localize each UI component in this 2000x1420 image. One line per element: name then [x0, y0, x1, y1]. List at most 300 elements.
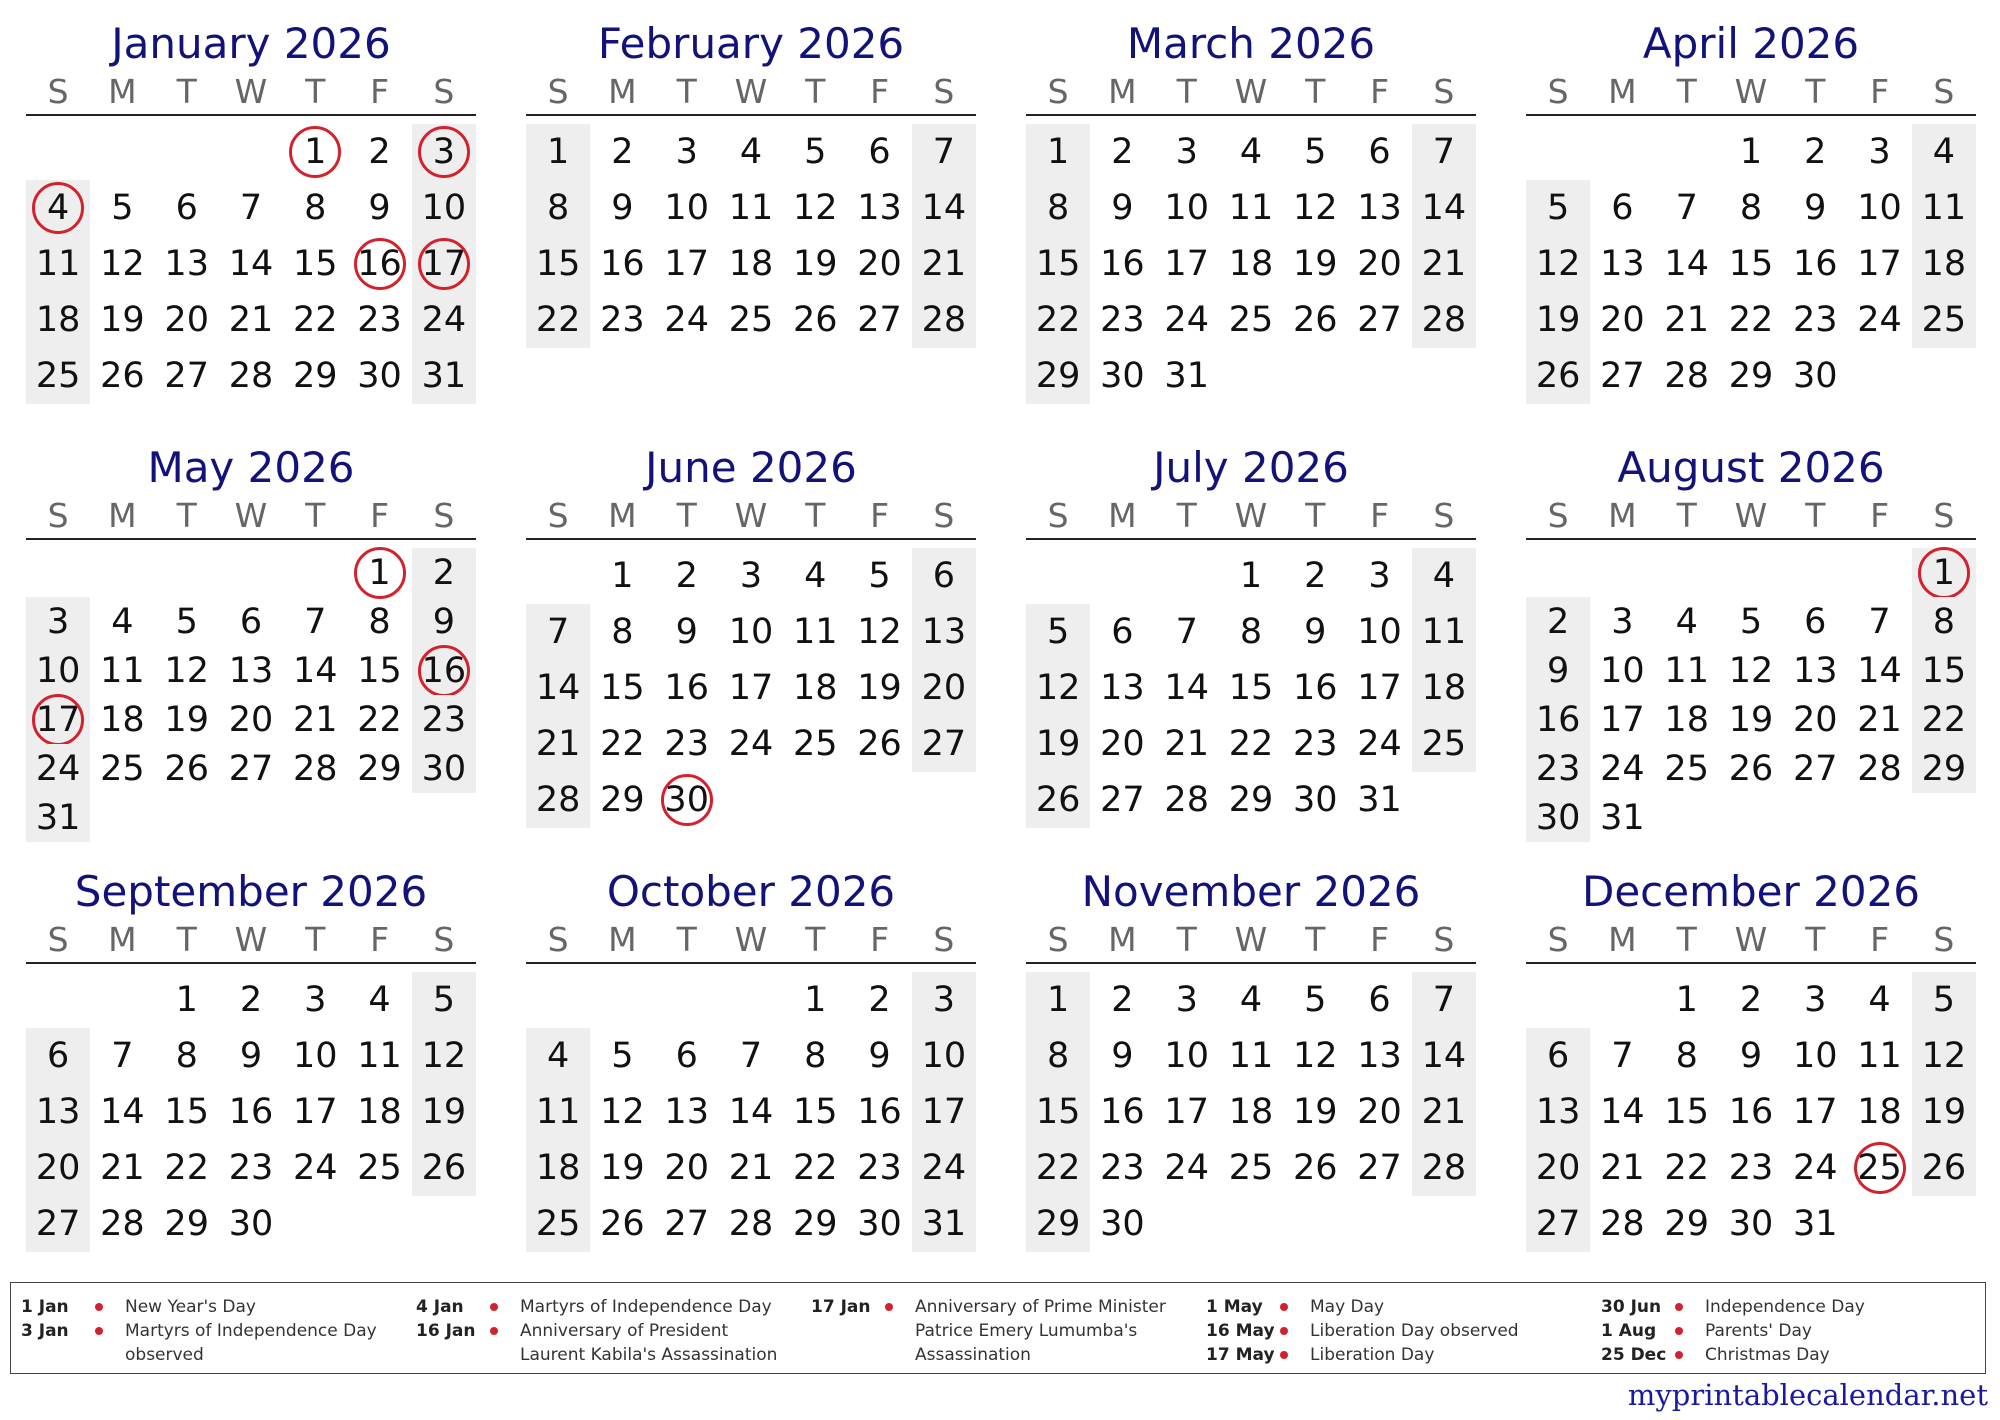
days-grid [526, 124, 976, 348]
legend-holiday-name: New Year's Day [125, 1297, 256, 1317]
day-cell: 21 [1412, 236, 1476, 292]
day-cell: 29 [600, 780, 645, 820]
day-cell: 13 [26, 1084, 90, 1140]
day-cell: 30 [1728, 1204, 1774, 1244]
day-cell: 3 [1611, 601, 1634, 642]
weekday-header [1026, 70, 1476, 116]
day-cell: 10 [1357, 612, 1402, 652]
day-cell: 25 [1664, 748, 1709, 789]
day-cell: 8 [526, 180, 590, 236]
day-cell: 10 [1164, 1036, 1209, 1076]
weekday-label: T [1805, 920, 1826, 959]
day-cell: 7 [739, 1036, 763, 1076]
day-cell: 21 [912, 236, 976, 292]
weekday-header [1526, 918, 1976, 964]
day-cell: 16 [1100, 244, 1145, 284]
legend-group [811, 1295, 1206, 1373]
day-cell: 12 [164, 650, 209, 691]
month-title: August 2026 [1617, 443, 1885, 492]
day-cell: 3 [1175, 132, 1198, 172]
day-cell: 2 [1111, 980, 1134, 1020]
legend-item [416, 1295, 811, 1319]
empty-cell [90, 793, 154, 842]
weekday-label: S [47, 72, 69, 111]
holiday-day-cell: 3 [412, 124, 476, 180]
day-cell: 30 [1793, 356, 1838, 396]
weekday-label: T [1305, 496, 1326, 535]
weekday-label: F [370, 72, 390, 111]
weekday-label: T [1676, 72, 1697, 111]
weekday-label: T [676, 72, 697, 111]
day-cell: 8 [1675, 1036, 1698, 1076]
legend-date: 16 Jan [416, 1321, 476, 1341]
weekday-header [526, 494, 976, 540]
day-cell: 2 [1526, 597, 1590, 646]
day-cell: 6 [1111, 612, 1134, 652]
day-cell: 28 [728, 1204, 774, 1244]
day-cell: 28 [1600, 1204, 1645, 1244]
day-cell: 28 [100, 1204, 145, 1244]
day-cell: 30 [1526, 793, 1590, 842]
day-cell: 7 [304, 601, 327, 642]
day-cell: 25 [526, 1196, 590, 1252]
empty-cell [1283, 348, 1347, 404]
day-cell: 16 [1100, 1092, 1145, 1132]
holiday-day-cell: 1 [347, 548, 411, 597]
day-cell: 20 [1600, 300, 1645, 340]
day-cell: 21 [1600, 1148, 1645, 1188]
day-cell: 5 [868, 556, 891, 596]
day-cell: 15 [357, 650, 402, 691]
day-cell: 15 [1228, 668, 1274, 708]
day-cell: 10 [664, 188, 709, 228]
day-cell: 20 [26, 1140, 90, 1196]
weekday-label: F [1370, 72, 1390, 111]
month-title: May 2026 [147, 443, 355, 492]
day-cell: 24 [26, 744, 90, 793]
day-cell: 20 [664, 1148, 709, 1188]
day-cell: 12 [793, 188, 838, 228]
day-cell: 25 [26, 348, 90, 404]
weekday-label: W [234, 496, 268, 535]
day-cell: 14 [912, 180, 976, 236]
empty-cell [155, 793, 219, 842]
day-cell: 8 [304, 188, 327, 228]
holiday-day-cell: 17 [412, 236, 476, 292]
day-cell: 11 [1912, 180, 1976, 236]
day-cell: 4 [1868, 980, 1891, 1020]
weekday-label: S [1433, 496, 1455, 535]
day-cell: 5 [1304, 132, 1327, 172]
day-cell: 3 [304, 980, 327, 1020]
day-cell: 4 [1675, 601, 1698, 642]
day-cell: 22 [1026, 1140, 1090, 1196]
day-cell: 21 [293, 699, 338, 740]
empty-cell [26, 972, 90, 1028]
empty-cell [1412, 348, 1476, 404]
day-cell: 30 [1293, 780, 1338, 820]
day-cell: 13 [164, 244, 209, 284]
legend-date: 17 Jan [811, 1297, 871, 1317]
legend-date: 16 May [1206, 1321, 1275, 1341]
weekday-label: M [108, 496, 137, 535]
weekday-label: M [1108, 496, 1137, 535]
weekday-label: S [1047, 920, 1069, 959]
legend-group [1206, 1295, 1601, 1373]
weekday-label: F [1370, 496, 1390, 535]
month-title: November 2026 [1081, 867, 1421, 916]
bullet-dot-icon [1675, 1351, 1683, 1359]
month-block [1026, 860, 1476, 1284]
legend-date: 1 Jan [21, 1297, 69, 1317]
empty-cell [155, 548, 219, 597]
day-cell: 8 [1026, 1028, 1090, 1084]
weekday-label: T [1305, 72, 1326, 111]
empty-cell [590, 972, 654, 1028]
day-cell: 7 [1412, 972, 1476, 1028]
day-cell: 11 [100, 650, 145, 691]
legend-holiday-name: May Day [1310, 1297, 1385, 1317]
legend-holiday-name: Liberation Day [1310, 1345, 1435, 1365]
day-cell: 23 [1728, 1148, 1774, 1188]
day-cell: 4 [111, 601, 134, 642]
day-cell: 7 [1868, 601, 1891, 642]
day-cell: 22 [600, 724, 645, 764]
legend-holiday-name: Martyrs of Independence Day observed [125, 1321, 377, 1365]
weekday-label: F [1370, 920, 1390, 959]
weekday-label: T [176, 920, 197, 959]
day-cell: 21 [728, 1148, 774, 1188]
empty-cell [1412, 1196, 1476, 1252]
day-cell: 24 [293, 1148, 338, 1188]
weekday-label: S [547, 72, 569, 111]
day-cell: 18 [1912, 236, 1976, 292]
empty-cell [1155, 548, 1219, 604]
day-cell: 10 [26, 646, 90, 695]
days-grid [1526, 972, 1976, 1252]
day-cell: 18 [793, 668, 838, 708]
day-cell: 25 [1412, 716, 1476, 772]
bullet-dot-icon [1280, 1303, 1288, 1311]
day-cell: 27 [1526, 1196, 1590, 1252]
legend-item [416, 1319, 811, 1367]
day-cell: 3 [1175, 980, 1198, 1020]
day-cell: 26 [1293, 1148, 1338, 1188]
day-cell: 13 [1600, 244, 1645, 284]
day-cell: 22 [526, 292, 590, 348]
bullet-dot-icon [1675, 1303, 1683, 1311]
empty-cell [526, 972, 590, 1028]
day-cell: 15 [600, 668, 645, 708]
day-cell: 9 [1804, 188, 1827, 228]
day-cell: 26 [1293, 300, 1338, 340]
day-cell: 14 [1412, 1028, 1476, 1084]
empty-cell [1590, 972, 1654, 1028]
day-cell: 7 [1175, 612, 1198, 652]
day-cell: 8 [175, 1036, 198, 1076]
month-block [1526, 436, 1976, 860]
day-cell: 12 [100, 244, 145, 284]
holiday-day-cell: 16 [412, 646, 476, 695]
day-cell: 7 [1412, 124, 1476, 180]
day-cell: 13 [857, 188, 902, 228]
day-cell: 12 [1026, 660, 1090, 716]
day-cell: 14 [228, 244, 274, 284]
day-cell: 8 [804, 1036, 827, 1076]
day-cell: 21 [1857, 699, 1902, 740]
empty-cell [526, 548, 590, 604]
day-cell: 15 [1026, 1084, 1090, 1140]
empty-cell [90, 972, 154, 1028]
empty-cell [1847, 793, 1911, 842]
day-cell: 6 [868, 132, 891, 172]
day-cell: 2 [412, 548, 476, 597]
day-cell: 18 [1412, 660, 1476, 716]
month-block [1526, 12, 1976, 436]
day-cell: 18 [526, 1140, 590, 1196]
day-cell: 10 [912, 1028, 976, 1084]
day-cell: 30 [857, 1204, 902, 1244]
day-cell: 21 [1412, 1084, 1476, 1140]
empty-cell [1590, 124, 1654, 180]
day-cell: 27 [1793, 748, 1838, 789]
day-cell: 17 [664, 244, 709, 284]
legend-holiday-name: Parents' Day [1705, 1321, 1812, 1341]
day-cell: 29 [293, 356, 338, 396]
weekday-label: W [1234, 920, 1268, 959]
day-cell: 26 [857, 724, 902, 764]
day-cell: 30 [357, 356, 402, 396]
day-cell: 2 [675, 556, 698, 596]
weekday-label: W [734, 920, 768, 959]
weekday-label: S [433, 496, 455, 535]
weekday-label: W [734, 496, 768, 535]
day-cell: 22 [164, 1148, 209, 1188]
weekday-label: T [1805, 496, 1826, 535]
day-cell: 26 [793, 300, 838, 340]
day-cell: 29 [164, 1204, 209, 1244]
empty-cell [719, 772, 783, 828]
weekday-label: W [1234, 496, 1268, 535]
empty-cell [1847, 548, 1911, 597]
day-cell: 24 [728, 724, 774, 764]
day-cell: 27 [1100, 780, 1145, 820]
day-cell: 16 [600, 244, 645, 284]
days-grid [526, 972, 976, 1252]
legend-date: 1 Aug [1601, 1321, 1657, 1341]
day-cell: 5 [1026, 604, 1090, 660]
day-cell: 28 [1412, 1140, 1476, 1196]
day-cell: 1 [1026, 972, 1090, 1028]
day-cell: 17 [1164, 1092, 1209, 1132]
day-cell: 20 [857, 244, 902, 284]
day-cell: 26 [1912, 1140, 1976, 1196]
weekday-label: T [1805, 72, 1826, 111]
day-cell: 7 [111, 1036, 134, 1076]
day-cell: 26 [164, 748, 209, 789]
day-cell: 13 [1526, 1084, 1590, 1140]
day-cell: 23 [600, 300, 645, 340]
bullet-dot-icon [490, 1303, 498, 1311]
day-cell: 25 [357, 1148, 402, 1188]
weekday-label: W [1734, 72, 1768, 111]
day-cell: 19 [1293, 1092, 1338, 1132]
day-cell: 12 [1526, 236, 1590, 292]
day-cell: 12 [1293, 188, 1338, 228]
day-cell: 24 [1357, 724, 1402, 764]
empty-cell [26, 548, 90, 597]
weekday-label: T [805, 496, 826, 535]
day-cell: 27 [228, 748, 274, 789]
day-cell: 11 [1228, 1036, 1274, 1076]
day-cell: 25 [1912, 292, 1976, 348]
month-block [526, 860, 976, 1284]
day-cell: 28 [293, 748, 338, 789]
empty-cell [1655, 124, 1719, 180]
weekday-label: T [1305, 920, 1326, 959]
site-credit[interactable]: myprintablecalendar.net [1627, 1378, 1988, 1412]
legend-group [1601, 1295, 1996, 1373]
day-cell: 25 [1228, 1148, 1274, 1188]
day-cell: 20 [164, 300, 209, 340]
day-cell: 30 [412, 744, 476, 793]
day-cell: 31 [26, 793, 90, 842]
empty-cell [219, 548, 283, 597]
day-cell: 31 [1793, 1204, 1838, 1244]
weekday-label: S [547, 920, 569, 959]
weekday-label: M [608, 920, 637, 959]
day-cell: 10 [1793, 1036, 1838, 1076]
day-cell: 5 [1739, 601, 1763, 642]
empty-cell [1847, 1196, 1911, 1252]
day-cell: 23 [857, 1148, 902, 1188]
weekday-label: S [1047, 72, 1069, 111]
day-cell: 20 [1100, 724, 1145, 764]
empty-cell [347, 1196, 411, 1252]
day-cell: 3 [1868, 132, 1891, 172]
legend-item [1206, 1343, 1601, 1367]
day-cell: 20 [1357, 244, 1402, 284]
empty-cell [1219, 1196, 1283, 1252]
day-cell: 14 [293, 650, 338, 691]
day-cell: 7 [1675, 188, 1698, 228]
day-cell: 21 [1664, 300, 1709, 340]
legend-item [21, 1295, 416, 1319]
day-cell: 2 [1739, 980, 1763, 1020]
day-cell: 24 [664, 300, 709, 340]
day-cell: 9 [1111, 188, 1134, 228]
empty-cell [1912, 793, 1976, 842]
weekday-label: S [47, 496, 69, 535]
day-cell: 22 [1228, 724, 1274, 764]
day-cell: 29 [1026, 1196, 1090, 1252]
legend-holiday-name: Anniversary of President Laurent Kabila's Assassination [520, 1321, 778, 1365]
day-cell: 13 [664, 1092, 709, 1132]
day-cell: 11 [1664, 650, 1709, 691]
day-cell: 9 [675, 612, 698, 652]
day-cell: 1 [526, 124, 590, 180]
day-cell: 5 [804, 132, 827, 172]
day-cell: 28 [1412, 292, 1476, 348]
empty-cell [1783, 793, 1847, 842]
day-cell: 19 [600, 1148, 645, 1188]
day-cell: 11 [1412, 604, 1476, 660]
day-cell: 23 [1793, 300, 1838, 340]
day-cell: 29 [357, 748, 402, 789]
weekday-label: T [1176, 496, 1197, 535]
day-cell: 4 [1912, 124, 1976, 180]
day-cell: 1 [611, 556, 634, 596]
day-cell: 23 [357, 300, 402, 340]
day-cell: 19 [1526, 292, 1590, 348]
day-cell: 7 [526, 604, 590, 660]
day-cell: 8 [368, 601, 391, 642]
month-title: January 2026 [111, 19, 391, 68]
weekday-label: F [1870, 920, 1890, 959]
day-cell: 23 [664, 724, 709, 764]
day-cell: 27 [1600, 356, 1645, 396]
weekday-label: T [676, 920, 697, 959]
day-cell: 1 [804, 980, 827, 1020]
day-cell: 20 [1793, 699, 1838, 740]
day-cell: 8 [1239, 612, 1263, 652]
weekday-label: W [1734, 920, 1768, 959]
day-cell: 4 [1239, 980, 1263, 1020]
days-grid [526, 548, 976, 828]
weekday-label: F [370, 920, 390, 959]
day-cell: 18 [1228, 1092, 1274, 1132]
legend-item [21, 1319, 416, 1367]
day-cell: 17 [912, 1084, 976, 1140]
day-cell: 15 [1026, 236, 1090, 292]
day-cell: 17 [293, 1092, 338, 1132]
day-cell: 22 [1912, 695, 1976, 744]
day-cell: 1 [1675, 980, 1698, 1020]
day-cell: 2 [1804, 132, 1827, 172]
weekday-label: W [1734, 496, 1768, 535]
day-cell: 14 [728, 1092, 774, 1132]
weekday-label: S [1047, 496, 1069, 535]
bullet-dot-icon [885, 1303, 893, 1311]
day-cell: 4 [1412, 548, 1476, 604]
day-cell: 14 [526, 660, 590, 716]
weekday-label: M [1608, 496, 1637, 535]
weekday-label: T [1176, 920, 1197, 959]
days-grid [26, 124, 476, 404]
days-grid [26, 548, 476, 842]
empty-cell [283, 793, 347, 842]
day-cell: 19 [1026, 716, 1090, 772]
day-cell: 24 [1857, 300, 1902, 340]
empty-cell [1719, 548, 1783, 597]
weekday-label: S [933, 72, 955, 111]
day-cell: 11 [357, 1036, 402, 1076]
day-cell: 9 [1739, 1036, 1763, 1076]
weekday-label: T [305, 496, 326, 535]
day-cell: 2 [868, 980, 891, 1020]
day-cell: 23 [1293, 724, 1338, 764]
empty-cell [1590, 548, 1654, 597]
day-cell: 13 [1793, 650, 1838, 691]
empty-cell [1155, 1196, 1219, 1252]
day-cell: 15 [793, 1092, 838, 1132]
day-cell: 27 [912, 716, 976, 772]
day-cell: 29 [1228, 780, 1274, 820]
day-cell: 16 [664, 668, 709, 708]
day-cell: 12 [1912, 1028, 1976, 1084]
day-cell: 7 [912, 124, 976, 180]
empty-cell [1347, 348, 1411, 404]
